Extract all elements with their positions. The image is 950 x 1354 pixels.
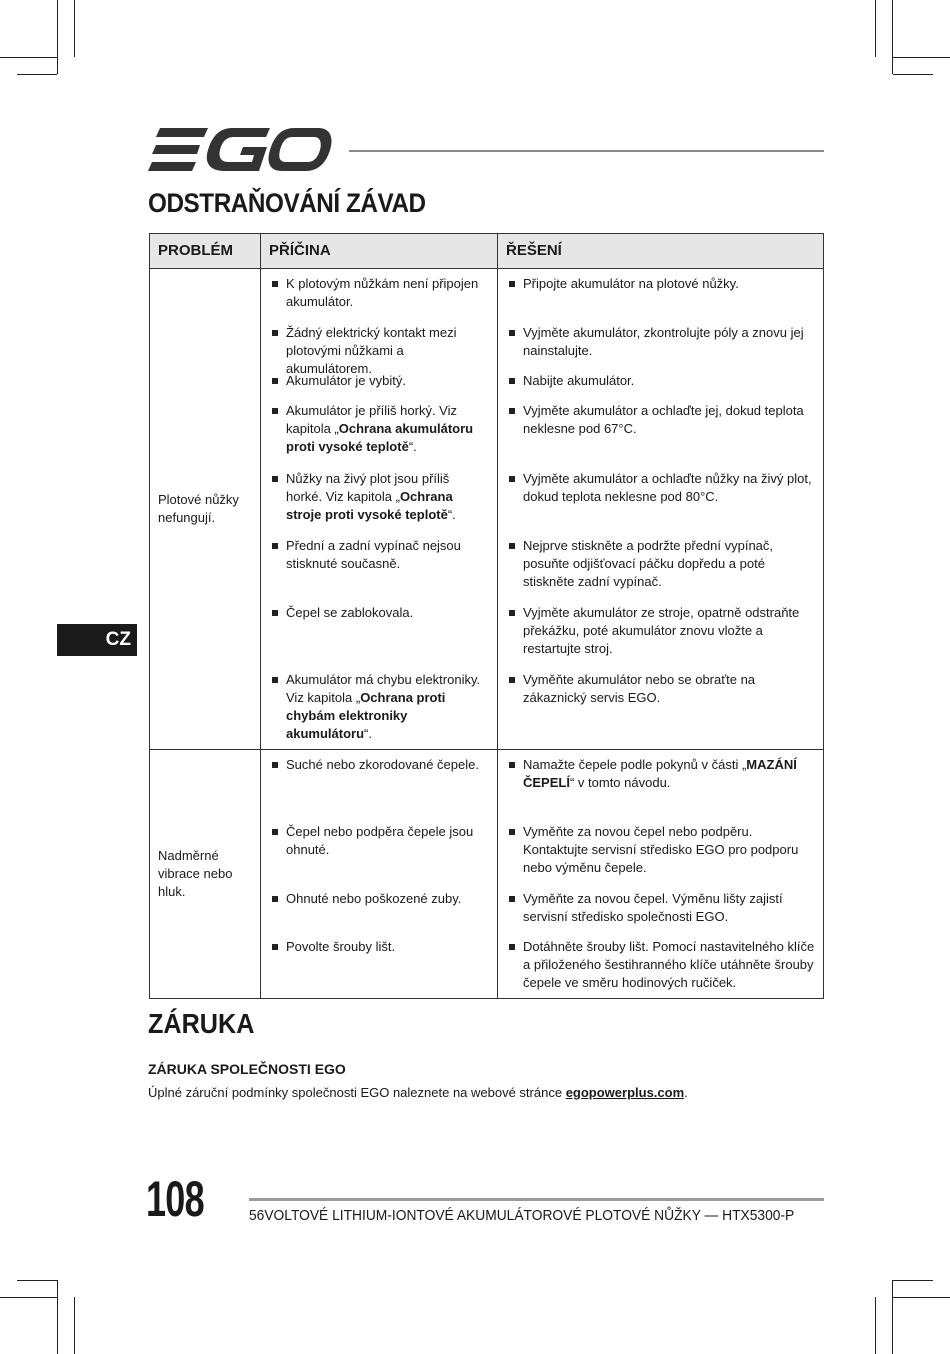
solution-item: Vyměňte za novou čepel. Výměnu lišty zajistí servisní středisko společnosti EGO. <box>508 890 815 938</box>
header-solution: ŘEŠENÍ <box>498 234 824 269</box>
warranty-paragraph: Úplné záruční podmínky společnosti EGO naleznete na webové stránce egopowerplus.com. <box>148 1085 688 1100</box>
solution-item: Vyjměte akumulátor, zkontrolujte póly a znovu jej nainstalujte. <box>508 324 815 372</box>
crop-mark <box>74 1297 75 1354</box>
crop-mark <box>74 0 75 57</box>
cause-cell <box>261 269 498 750</box>
header-cause: PŘÍČINA <box>261 234 498 269</box>
cause-item: Akumulátor je příliš horký. Viz kapitola „Ochrana akumulátoru proti vysoké teplotě“. <box>271 402 489 470</box>
troubleshooting-table <box>149 233 824 999</box>
crop-mark <box>0 57 57 58</box>
crop-mark <box>875 0 876 57</box>
page-number: 108 <box>146 1171 204 1227</box>
cause-item: Nůžky na živý plot jsou příliš horké. Viz kapitola „Ochrana stroje proti vysoké teplotě“. <box>271 470 489 537</box>
cause-item: K plotovým nůžkám není připojen akumulátor. <box>271 275 489 324</box>
cause-item: Akumulátor má chybu elektroniky. Viz kapitola „Ochrana proti chybám elektroniky akumulátoru“. <box>271 671 489 743</box>
problem-cell: Nadměrné vibrace nebo hluk. <box>150 750 261 999</box>
section-title: ODSTRAŇOVÁNÍ ZÁVAD <box>148 188 426 218</box>
cause-item: Povolte šrouby lišt. <box>271 938 489 992</box>
cause-item: Přední a zadní vypínač nejsou stisknuté současně. <box>271 537 489 604</box>
problem-cell: Plotové nůžky nefungují. <box>150 269 261 750</box>
solution-item: Nejprve stiskněte a podržte přední vypínač, posuňte odjišťovací páčku dopředu a poté stiskněte zadní vypínač. <box>508 537 815 604</box>
crop-mark <box>875 1297 876 1354</box>
warranty-link[interactable]: egopowerplus.com <box>565 1085 685 1100</box>
crop-mark <box>17 74 57 75</box>
cause-cell <box>261 750 498 999</box>
footer-rule <box>249 1198 824 1201</box>
solution-item: Nabijte akumulátor. <box>508 372 815 402</box>
table-row <box>150 269 824 750</box>
warranty-title: ZÁRUKA <box>148 1008 255 1039</box>
crop-mark <box>893 74 933 75</box>
solution-item: Vyjměte akumulátor a ochlaďte nůžky na živý plot, dokud teplota neklesne pod 80°C. <box>508 470 815 537</box>
solution-item: Dotáhněte šrouby lišt. Pomocí nastavitelného klíče a přiloženého šestihranného klíče utáhněte šrouby čepele ve směru hodinových ručiček. <box>508 938 815 992</box>
language-tab: CZ <box>57 624 137 656</box>
crop-mark <box>893 1297 950 1298</box>
cause-item: Čepel se zablokovala. <box>271 604 489 671</box>
warranty-subtitle: ZÁRUKA SPOLEČNOSTI EGO <box>148 1061 346 1077</box>
crop-mark <box>0 1297 57 1298</box>
cause-item: Suché nebo zkorodované čepele. <box>271 756 489 823</box>
footer-text: 56VOLTOVÉ LITHIUM-IONTOVÉ AKUMULÁTOROVÉ PLOTOVÉ NŮŽKY — HTX5300-P <box>249 1207 795 1224</box>
table-row <box>150 750 824 999</box>
solution-item: Vyjměte akumulátor ze stroje, opatrně odstraňte překážku, poté akumulátor znovu vložte a restartujte stroj. <box>508 604 815 671</box>
solution-item: Vyjměte akumulátor a ochlaďte jej, dokud teplota neklesne pod 67°C. <box>508 402 815 470</box>
cause-item: Žádný elektrický kontakt mezi plotovými nůžkami a akumulátorem. <box>271 324 489 372</box>
crop-mark <box>892 1280 893 1354</box>
crop-mark <box>893 1280 933 1281</box>
crop-mark <box>57 1280 58 1354</box>
cause-item: Čepel nebo podpěra čepele jsou ohnuté. <box>271 823 489 890</box>
crop-mark <box>57 0 58 74</box>
crop-mark <box>893 57 950 58</box>
solution-cell <box>498 750 824 999</box>
solution-item: Namažte čepele podle pokynů v části „MAZÁNÍ ČEPELÍ“ v tomto návodu. <box>508 756 815 823</box>
solution-item: Připojte akumulátor na plotové nůžky. <box>508 275 815 324</box>
solution-item: Vyměňte akumulátor nebo se obraťte na zákaznický servis EGO. <box>508 671 815 707</box>
crop-mark <box>17 1280 57 1281</box>
cause-item: Akumulátor je vybitý. <box>271 372 489 402</box>
crop-mark <box>892 0 893 74</box>
solution-item: Vyměňte za novou čepel nebo podpěru. Kontaktujte servisní středisko EGO pro podporu nebo výměnu čepele. <box>508 823 815 890</box>
header-rule <box>349 150 824 152</box>
solution-cell <box>498 269 824 750</box>
ego-logo <box>148 128 332 172</box>
header-problem: PROBLÉM <box>150 234 261 269</box>
cause-item: Ohnuté nebo poškozené zuby. <box>271 890 489 938</box>
table-header-row <box>150 234 824 269</box>
